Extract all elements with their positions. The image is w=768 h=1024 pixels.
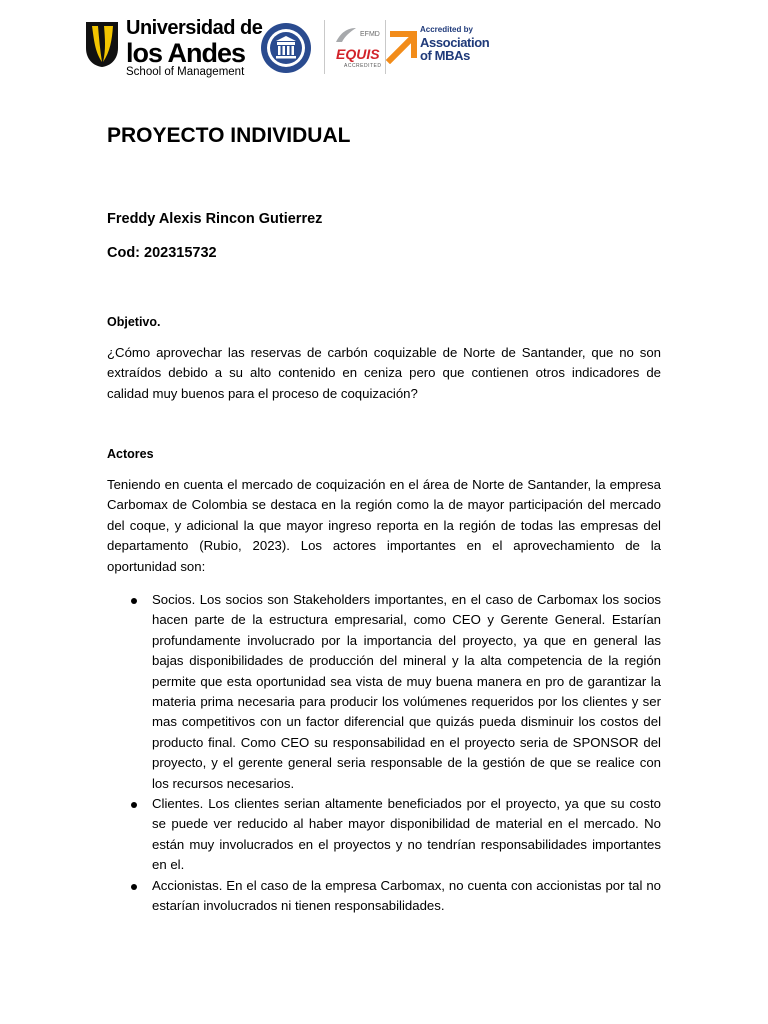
actors-list	[107, 590, 661, 917]
list-item-text: Accionistas. En el caso de la empresa Carbomax, no cuenta con accionistas por tal no estarían involucrados ni tienen responsabilidades.	[152, 877, 661, 914]
equis-swoosh-icon	[334, 26, 358, 44]
amba-accredited-by: Accredited by	[420, 25, 473, 34]
equis-accredited-label: ACCREDITED	[344, 63, 382, 69]
equis-logo	[332, 24, 384, 72]
bullet-icon	[131, 802, 137, 808]
actors-intro-paragraph: Teniendo en cuenta el mercado de coquización en el área de Norte de Santander, la empresa Carbomax de Colombia se destaca en la región como la de mayor participación del mercado del coque, y adicional la que mayor ingreso reporta en la región de todas las empresas del departamento (Rubio, 2023). Los actores importantes en el aprovechamiento de la oportunidad son:	[107, 477, 661, 574]
equis-wordmark: EQUIS	[336, 46, 380, 62]
list-item-text: Clientes. Los clientes serian altamente beneficiados por el proyecto, ya que su costo se puede ver reducido al haber mayor disponibilidad de material en el mercado. No están muy involucrados en el proyectos y no tendrían responsabilidades importantes en el.	[152, 796, 661, 873]
aacsb-seal-icon	[260, 22, 312, 74]
list-item	[107, 876, 661, 917]
header-logo-bar	[84, 17, 490, 80]
school-name: School of Management	[126, 66, 245, 78]
student-code: Cod: 202315732	[107, 245, 217, 261]
uniandes-shield-icon	[84, 20, 120, 68]
amba-association: Association	[420, 35, 490, 50]
amba-wordmark	[420, 26, 489, 62]
bullet-icon	[131, 598, 137, 604]
equis-efmd-label: EFMD	[360, 31, 380, 38]
logo-divider	[324, 20, 325, 74]
university-name-line1: Universidad de	[126, 17, 263, 39]
bullet-icon	[131, 884, 137, 890]
amba-logo	[386, 25, 490, 74]
list-item	[107, 590, 661, 794]
objective-heading: Objetivo.	[107, 315, 161, 329]
list-item-text: Socios. Los socios son Stakeholders importantes, en el caso de Carbomax los socios hacen parte de la estructura empresarial, como CEO y Gerente General. Estarían profundamente involucrado por la importancia del proyecto, ya que en general las bajas disponibilidades de producción del mineral y la alta competencia de la región permite que esta oportunidad sea vista de muy buena manera en pro de garantizar la materia prima necesaria para producir los volúmenes requeridos por los clientes y ser mas competitivos con un factor diferencial que quizás pueda disminuir los costos del producto final. Como CEO su responsabilidad en el proyecto seria de SPONSOR del proyecto, y el gerente general seria responsable de la gestión de que se realice con los recursos necesarios.	[152, 592, 661, 791]
objective-paragraph: ¿Cómo aprovechar las reservas de carbón coquizable de Norte de Santander, que no son extraídos debido a su alto contenido en ceniza pero que contienen otros indicadores de calidad muy buenos para el proceso de coquización?	[107, 345, 661, 401]
actors-heading: Actores	[107, 447, 154, 461]
amba-of-mbas: of MBAs	[420, 48, 470, 63]
author-name: Freddy Alexis Rincon Gutierrez	[107, 211, 323, 227]
amba-arrow-icon	[386, 30, 418, 64]
university-name-line2: los Andes	[126, 38, 246, 68]
document-title: PROYECTO INDIVIDUAL	[107, 124, 351, 147]
list-item	[107, 794, 661, 876]
